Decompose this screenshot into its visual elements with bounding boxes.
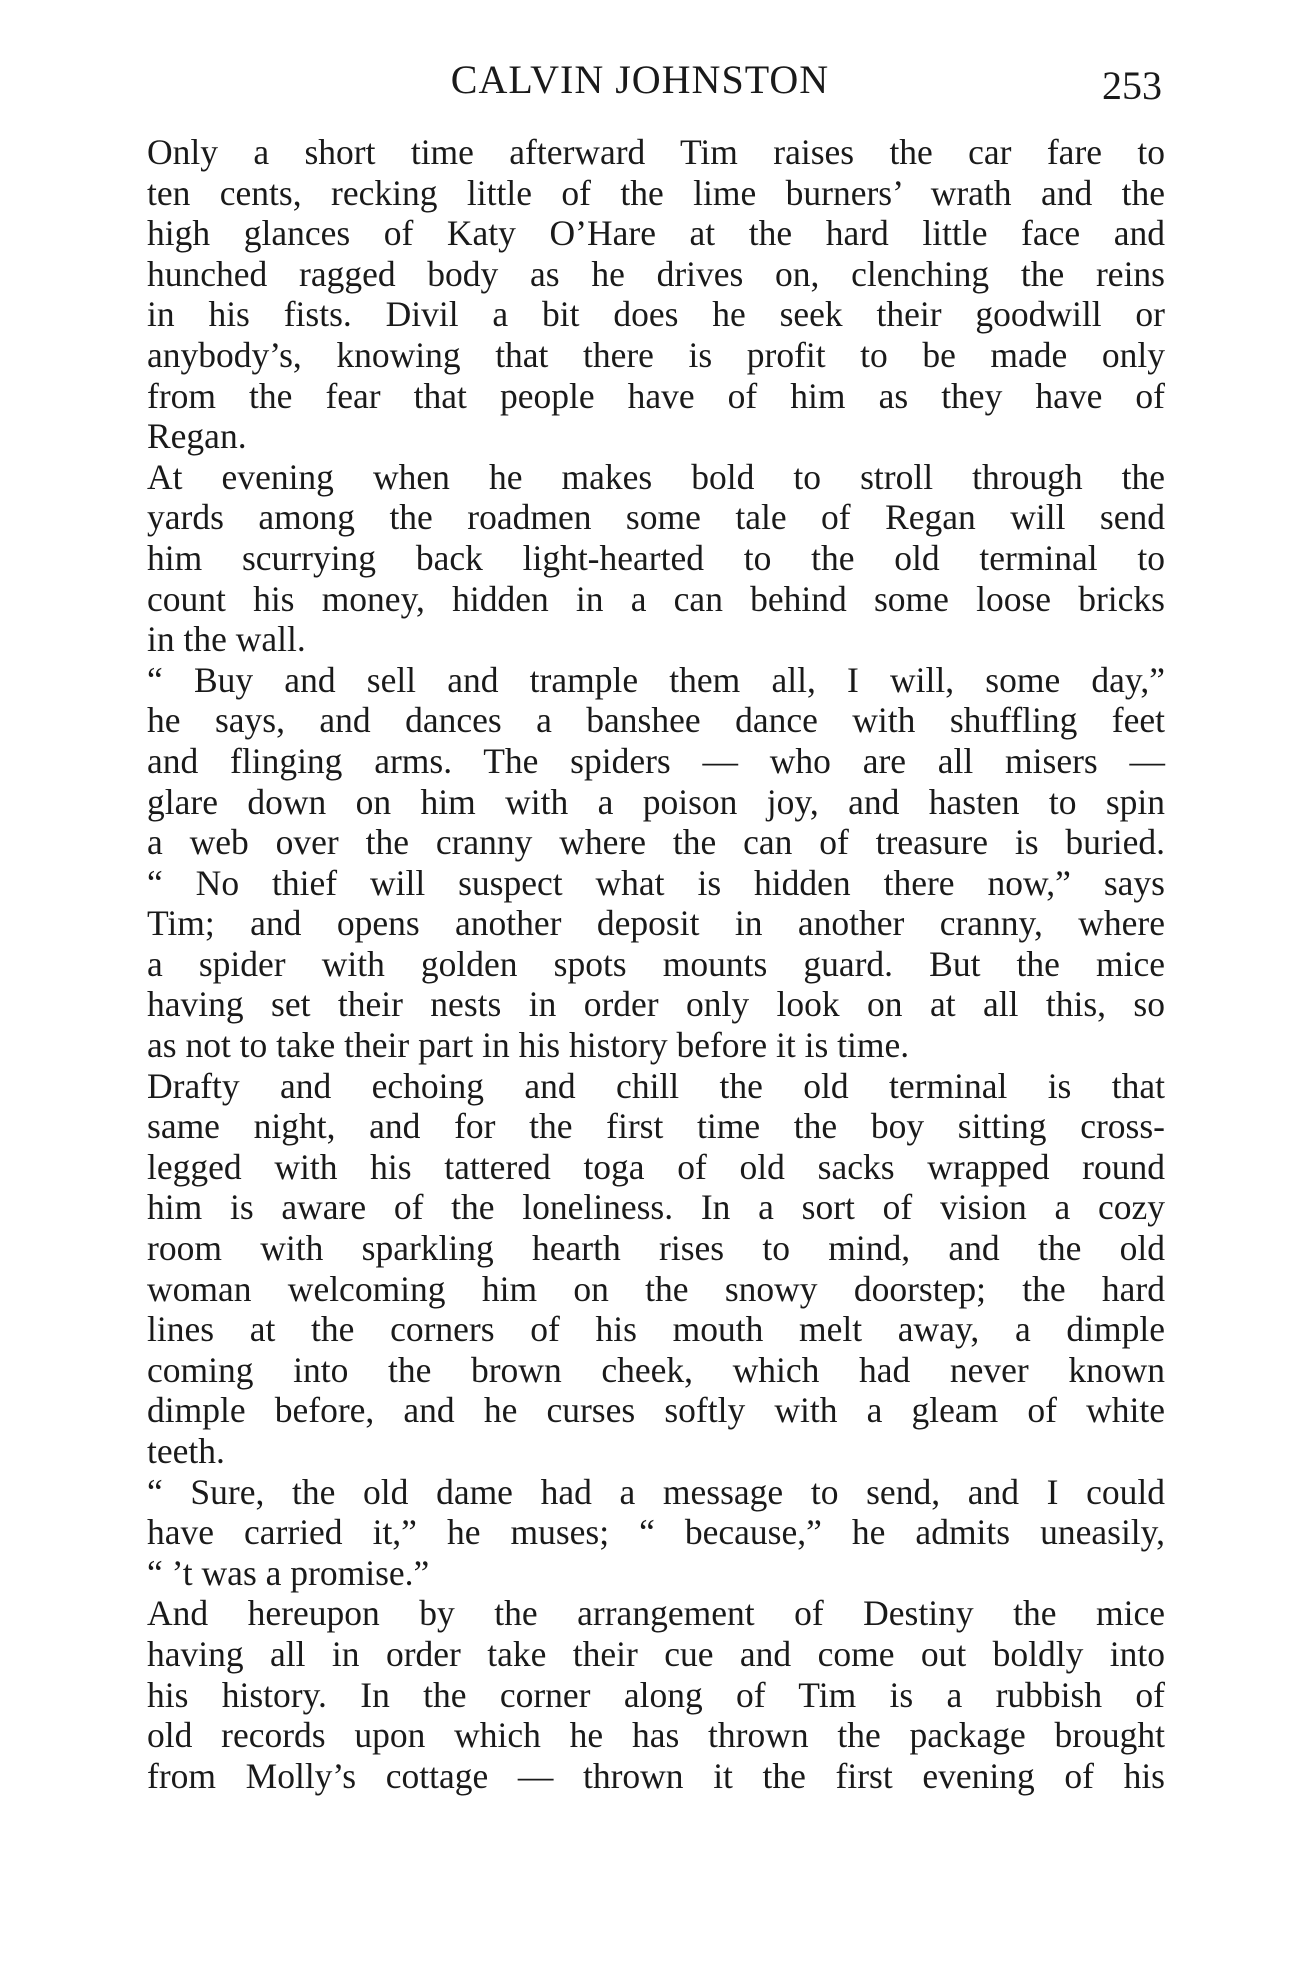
- paragraph-1: [105, 132, 1165, 457]
- text-line: Only a short time afterward Tim raises the car fare to: [147, 132, 1165, 172]
- text-line: a web over the cranny where the can of treasure is buried.: [147, 822, 1165, 863]
- text-line: him is aware of the loneliness. In a sort of vision a cozy: [147, 1187, 1165, 1228]
- text-line: having set their nests in order only look on at all this, so: [147, 984, 1165, 1025]
- text-line: have carried it,” he muses; “ because,” he admits uneasily,: [147, 1512, 1165, 1553]
- text-line: “ No thief will suspect what is hidden there now,” says: [147, 862, 1165, 903]
- text-line: him scurrying back light-hearted to the old terminal to: [147, 537, 1165, 578]
- text-line: glare down on him with a poison joy, and hasten to spin: [147, 781, 1165, 822]
- text-line: coming into the brown cheek, which had never known: [147, 1349, 1165, 1390]
- text-line: room with sparkling hearth rises to mind, and the old: [147, 1228, 1165, 1269]
- text-line: “ ’t was a promise.”: [147, 1552, 430, 1593]
- text-line: from the fear that people have of him as they have of: [147, 375, 1165, 416]
- text-line: At evening when he makes bold to stroll through the: [147, 456, 1165, 497]
- text-line: old records upon which he has thrown the package brought: [147, 1715, 1165, 1756]
- paragraph-5: [105, 1472, 1165, 1594]
- text-line: yards among the roadmen some tale of Regan will send: [147, 497, 1165, 538]
- paragraph-2: [105, 457, 1165, 660]
- text-line: same night, and for the first time the boy sitting cross-: [147, 1106, 1165, 1147]
- text-line: lines at the corners of his mouth melt away, a dimple: [147, 1309, 1165, 1350]
- body-text: [105, 132, 1165, 1796]
- text-line: ten cents, recking little of the lime burners’ wrath and the: [147, 172, 1165, 213]
- text-line: a spider with golden spots mounts guard. But the mice: [147, 943, 1165, 984]
- text-line: And hereupon by the arrangement of Destiny the mice: [147, 1593, 1165, 1634]
- text-line: his history. In the corner along of Tim is a rubbish of: [147, 1674, 1165, 1715]
- text-line: from Molly’s cottage — thrown it the first evening of his: [147, 1755, 1165, 1796]
- page-number: 253: [1102, 63, 1162, 108]
- text-line: Regan.: [147, 416, 247, 457]
- text-line: in his fists. Divil a bit does he seek their goodwill or: [147, 294, 1165, 335]
- paragraph-3: [105, 660, 1165, 1066]
- text-line: high glances of Katy O’Hare at the hard little face and: [147, 213, 1165, 254]
- text-line: Tim; and opens another deposit in another cranny, where: [147, 903, 1165, 944]
- running-head: [110, 50, 1170, 110]
- text-line: having all in order take their cue and come out boldly into: [147, 1633, 1165, 1674]
- running-title: CALVIN JOHNSTON: [450, 57, 830, 102]
- text-line: in the wall.: [147, 619, 306, 660]
- text-line: anybody’s, knowing that there is profit to be made only: [147, 334, 1165, 375]
- text-line: and flinging arms. The spiders — who are all misers —: [147, 740, 1165, 781]
- text-line: woman welcoming him on the snowy doorstep; the hard: [147, 1268, 1165, 1309]
- text-line: dimple before, and he curses softly with a gleam of white: [147, 1390, 1165, 1431]
- text-line: hunched ragged body as he drives on, clenching the reins: [147, 253, 1165, 294]
- text-line: count his money, hidden in a can behind some loose bricks: [147, 578, 1165, 619]
- paragraph-4: [105, 1066, 1165, 1472]
- text-line: teeth.: [147, 1431, 225, 1471]
- paragraph-6: [105, 1593, 1165, 1796]
- text-line: “ Buy and sell and trample them all, I will, some day,”: [147, 659, 1165, 700]
- text-line: legged with his tattered toga of old sacks wrapped round: [147, 1146, 1165, 1187]
- text-line: as not to take their part in his history before it is time.: [147, 1025, 910, 1066]
- text-line: “ Sure, the old dame had a message to send, and I could: [147, 1471, 1165, 1512]
- text-line: Drafty and echoing and chill the old terminal is that: [147, 1065, 1165, 1106]
- text-line: he says, and dances a banshee dance with shuffling feet: [147, 700, 1165, 741]
